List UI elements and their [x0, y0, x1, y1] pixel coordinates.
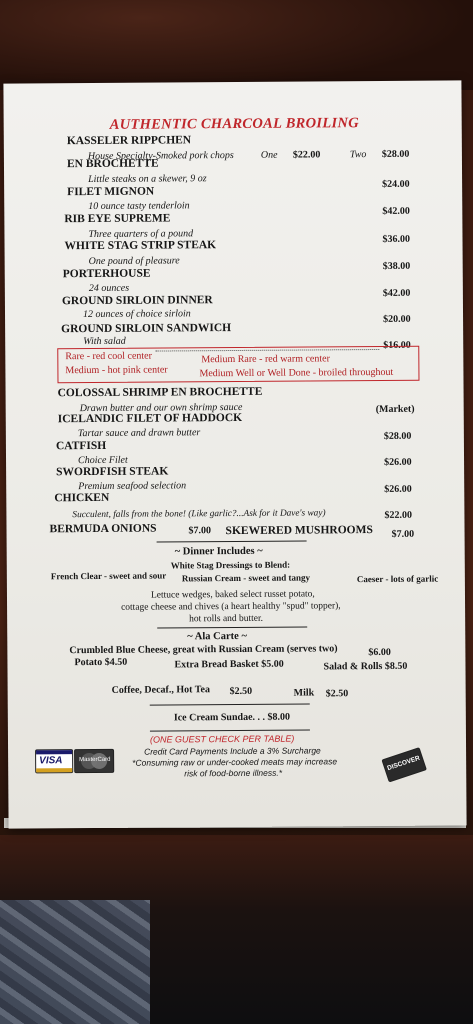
item-name: ICELANDIC FILET OF HADDOCK — [57, 411, 243, 426]
item-name: CHICKEN — [54, 491, 110, 505]
item-desc: 12 ounces of choice sirloin — [82, 308, 191, 321]
item-desc: Little steaks on a skewer, 9 oz — [88, 173, 207, 186]
item-price: $42.00 — [382, 205, 410, 217]
item-desc: Choice Filet — [78, 454, 128, 467]
item-desc: Premium seafood selection — [78, 480, 187, 493]
dressings-heading: White Stag Dressings to Blend: — [170, 559, 291, 571]
discover-card-icon — [381, 747, 427, 782]
side-onions: BERMUDA ONIONS — [49, 522, 157, 536]
kasseler-two-label: Two — [349, 149, 367, 161]
item-name: CATFISH — [55, 439, 107, 453]
item-desc: 24 ounces — [88, 282, 130, 295]
sundae-price: Ice Cream Sundae. . . $8.00 — [173, 711, 291, 724]
background-top — [0, 0, 473, 90]
side-mushrooms: SKEWERED MUSHROOMS — [225, 524, 373, 538]
divider — [150, 703, 310, 705]
item-desc: Succulent, falls from the bone! (Like garlic?...Ask for it Dave's way) — [72, 508, 326, 521]
item-price: (Market) — [375, 403, 415, 416]
doneness-medium: Medium - hot pink center — [65, 364, 168, 377]
divider — [157, 541, 307, 543]
kasseler-two-price: $28.00 — [381, 148, 410, 160]
visa-text: VISA — [39, 755, 63, 767]
guest-check-note: (ONE GUEST CHECK PER TABLE) — [149, 733, 295, 745]
item-price: $24.00 — [382, 178, 410, 190]
menu-sheet — [3, 80, 466, 828]
warning-line-2: risk of food-borne illness.* — [184, 767, 283, 779]
warning-line-1: *Consuming raw or under-cooked meats may increase — [132, 756, 338, 768]
ala-carte-heading: ~ Ala Carte ~ — [187, 630, 247, 643]
discover-text: DISCOVER — [386, 754, 421, 773]
menu-title: AUTHENTIC CHARCOAL BROILING — [109, 115, 360, 133]
includes-line-1: Lettuce wedges, baked select russet potato, — [150, 589, 315, 601]
item-desc: With salad — [83, 335, 126, 348]
potato-price: Potato $4.50 — [74, 656, 128, 669]
blue-cheese: Crumbled Blue Cheese, great with Russian Cream (serves two) — [69, 643, 338, 657]
bread-basket-price: Extra Bread Basket $5.00 — [174, 658, 284, 671]
tablecloth — [0, 900, 150, 1024]
blue-cheese-price: $6.00 — [368, 646, 391, 659]
item-name: FILET MIGNON — [67, 185, 155, 199]
item-name: GROUND SIRLOIN SANDWICH — [61, 322, 232, 336]
item-price: $16.00 — [383, 339, 411, 351]
dressing-french: French Clear - sweet and sour — [50, 570, 167, 582]
side-mushrooms-price: $7.00 — [391, 528, 415, 540]
item-price: $20.00 — [383, 313, 411, 325]
item-name: RIB EYE SUPREME — [64, 212, 171, 226]
item-name: COLOSSAL SHRIMP EN BROCHETTE — [57, 385, 263, 400]
item-name: SWORDFISH STEAK — [56, 465, 169, 479]
doneness-rare: Rare - red cool center — [65, 350, 152, 363]
divider — [157, 627, 307, 629]
divider — [150, 729, 310, 731]
item-desc: Drawn butter and our own shrimp sauce — [79, 401, 243, 415]
side-onions-price: $7.00 — [188, 525, 212, 537]
mastercard-text: MasterCard — [79, 756, 111, 764]
doneness-medium-rare: Medium Rare - red warm center — [201, 353, 330, 366]
item-desc: Three quarters of a pound — [88, 228, 194, 241]
coffee-label: Coffee, Decaf., Hot Tea — [111, 684, 210, 696]
dressing-caeser: Caeser - lots of garlic — [356, 573, 439, 585]
includes-line-2: cottage cheese and chives (a heart healthy "spud" topper), — [121, 601, 341, 613]
milk-label: Milk — [293, 687, 315, 699]
surcharge-note: Credit Card Payments Include a 3% Surcharge — [144, 745, 321, 757]
visa-card-icon — [35, 749, 73, 773]
salad-rolls-price: Salad & Rolls $8.50 — [323, 660, 408, 673]
dressing-russian: Russian Cream - sweet and tangy — [181, 572, 310, 584]
item-price: $36.00 — [382, 233, 411, 245]
item-price: $28.00 — [383, 430, 412, 442]
item-desc: 10 ounce tasty tenderloin — [88, 200, 190, 213]
item-price: $22.00 — [384, 509, 412, 521]
doneness-medium-well: Medium Well or Well Done - broiled throughout — [199, 366, 394, 380]
item-price: $26.00 — [384, 483, 412, 495]
mastercard-icon — [74, 749, 114, 773]
item-name: GROUND SIRLOIN DINNER — [61, 294, 213, 308]
coffee-price: $2.50 — [229, 685, 253, 698]
item-desc: One pound of pleasure — [88, 255, 180, 268]
item-price: $42.00 — [382, 287, 411, 299]
dinner-heading: ~ Dinner Includes ~ — [174, 545, 263, 558]
item-desc-kasseler: House Specialty-Smoked pork chops — [87, 150, 234, 163]
kasseler-one-price: $22.00 — [292, 149, 321, 161]
item-price: $38.00 — [382, 260, 411, 272]
kasseler-one-label: One — [260, 149, 278, 161]
item-name: PORTERHOUSE — [62, 267, 151, 281]
includes-line-3: hot rolls and butter. — [189, 613, 264, 625]
milk-price: $2.50 — [325, 688, 349, 700]
item-name: EN BROCHETTE — [66, 157, 159, 171]
item-name: WHITE STAG STRIP STEAK — [64, 239, 217, 253]
item-name-kasseler: KASSELER RIPPCHEN — [66, 134, 192, 148]
item-price: $26.00 — [384, 456, 412, 468]
item-desc: Tartar sauce and drawn butter — [77, 427, 201, 440]
